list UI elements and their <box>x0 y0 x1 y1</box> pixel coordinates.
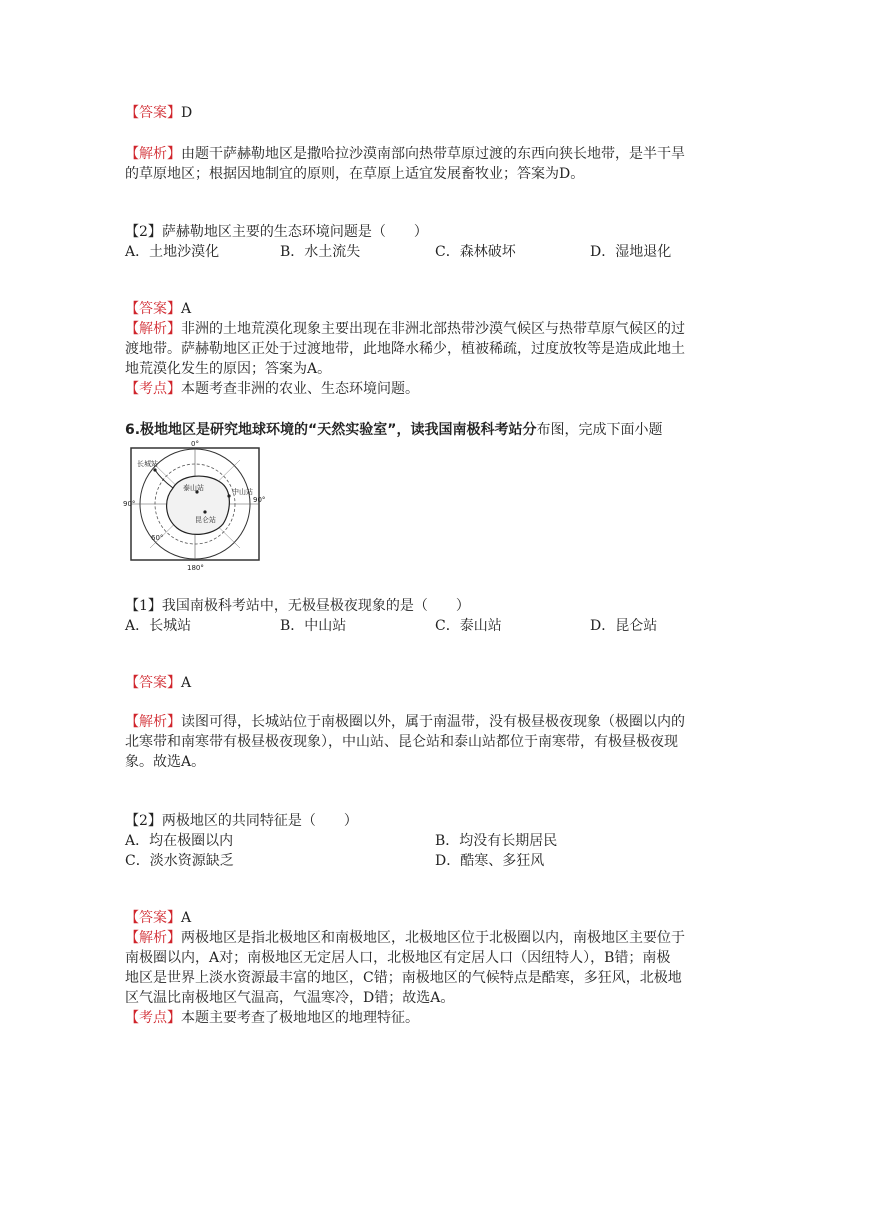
label-right: 90° <box>253 496 266 504</box>
q6-sub1-analysis-line1 <box>125 712 685 732</box>
q6-sub1-analysis-line2: 北寒带和南寒带有极昼极夜现象），中山站、昆仑站和泰山站都位于南寒带，有极昼极夜现 <box>125 734 678 750</box>
analysis-text: 读图可得，长城站位于南极圈以外，属于南温带，没有极昼极夜现象（极圈以内的 <box>181 714 685 730</box>
point-tag: 【考点】 <box>125 1010 181 1026</box>
q1-analysis-line2: 的草原地区；根据因地制宜的原则，在草原上适宜发展畜牧业；答案为D。 <box>125 166 585 182</box>
q6-sub2-analysis-line1 <box>125 928 685 948</box>
answer-tag: 【答案】 <box>125 105 181 121</box>
q2-analysis-line2: 渡地带。萨赫勒地区正处于过渡地带，此地降水稀少，植被稀疏，过度放牧等是造成此地土 <box>125 341 685 357</box>
q6-sub2-option-d: D．酷寒、多狂风 <box>435 853 545 869</box>
q6-sub2-analysis-line2: 南极圈以内，A对；南极地区无定居人口，北极地区有定居人口（因纽特人），B错；南极 <box>125 950 671 966</box>
point-text: 本题主要考查了极地地区的地理特征。 <box>181 1010 419 1026</box>
answer-tag: 【答案】 <box>125 910 181 926</box>
q6-sub1-stem: 【1】我国南极科考站中，无极昼极夜现象的是（ ） <box>125 598 470 614</box>
analysis-text: 由题干萨赫勒地区是撒哈拉沙漠南部向热带草原过渡的东西向狭长地带，是半干旱 <box>181 146 685 162</box>
q6-title-bold: 6.极地地区是研究地球环境的“天然实验室”，读我国南极科考站分 <box>125 422 537 438</box>
q2-analysis-line3: 地荒漠化发生的原因；答案为A。 <box>125 361 332 377</box>
q6-sub1-option-c: C．泰山站 <box>435 618 502 634</box>
answer-tag: 【答案】 <box>125 675 181 691</box>
q1-answer <box>125 103 192 123</box>
label-bottom: 180° <box>187 564 204 572</box>
analysis-tag: 【解析】 <box>125 930 181 946</box>
label-latitude: 60° <box>151 534 164 542</box>
q1-analysis-line1 <box>125 144 685 164</box>
q6-sub2-analysis-line3: 地区是世界上淡水资源最丰富的地区，C错；南极地区的气候特点是酷寒，多狂风，北极地 <box>125 970 682 986</box>
analysis-tag: 【解析】 <box>125 714 181 730</box>
analysis-tag: 【解析】 <box>125 146 181 162</box>
answer-value: D <box>181 105 193 121</box>
q6-sub2-point <box>125 1008 419 1028</box>
point-text: 本题考查非洲的农业、生态环境问题。 <box>181 381 419 397</box>
antarctic-station-map <box>125 440 270 572</box>
analysis-tag: 【解析】 <box>125 321 181 337</box>
q2-answer <box>125 299 191 319</box>
q2-point <box>125 379 419 399</box>
zhongshan-station-marker <box>227 494 230 497</box>
q2-option-a: A．土地沙漠化 <box>125 244 220 260</box>
answer-value: A <box>181 675 192 691</box>
label-taishan: 泰山站 <box>183 484 204 492</box>
point-tag: 【考点】 <box>125 381 181 397</box>
label-top: 0° <box>191 440 199 448</box>
q6-sub1-analysis-line3: 象。故选A。 <box>125 754 206 770</box>
q6-title <box>125 420 662 440</box>
q2-option-d: D．湿地退化 <box>590 244 672 260</box>
analysis-text: 非洲的土地荒漠化现象主要出现在非洲北部热带沙漠气候区与热带草原气候区的过 <box>181 321 685 337</box>
q2-analysis-line1 <box>125 319 685 339</box>
q2-option-c: C．森林破坏 <box>435 244 516 260</box>
great-wall-station-marker <box>153 468 156 471</box>
label-zhongshan: 中山站 <box>232 488 253 496</box>
analysis-text: 两极地区是指北极地区和南极地区，北极地区位于北极圈以内，南极地区主要位于 <box>181 930 685 946</box>
kunlun-station-marker <box>203 510 206 513</box>
label-kunlun: 昆仑站 <box>195 516 216 524</box>
q6-sub1-option-a: A．长城站 <box>125 618 192 634</box>
q6-sub1-option-b: B．中山站 <box>280 618 347 634</box>
q6-sub2-answer <box>125 908 191 928</box>
q6-sub2-analysis-line4: 区气温比南极地区气温高，气温寒冷，D错；故选A。 <box>125 990 455 1006</box>
q2-option-b: B．水土流失 <box>280 244 361 260</box>
answer-value: A <box>181 301 192 317</box>
q6-title-rest: 布图，完成下面小题 <box>536 422 663 438</box>
q2-stem: 【2】萨赫勒地区主要的生态环境问题是（ ） <box>125 224 428 240</box>
answer-tag: 【答案】 <box>125 301 181 317</box>
q6-sub2-option-c: C．淡水资源缺乏 <box>125 853 234 869</box>
label-great-wall: 长城站 <box>137 460 158 468</box>
q6-sub2-stem: 【2】两极地区的共同特征是（ ） <box>125 813 358 829</box>
label-left: 90° <box>123 500 136 508</box>
q6-sub2-option-b: B．均没有长期居民 <box>435 833 558 849</box>
q6-sub1-answer <box>125 673 191 693</box>
answer-value: A <box>181 910 192 926</box>
q6-sub1-option-d: D．昆仑站 <box>590 618 658 634</box>
q6-sub2-option-a: A．均在极圈以内 <box>125 833 234 849</box>
